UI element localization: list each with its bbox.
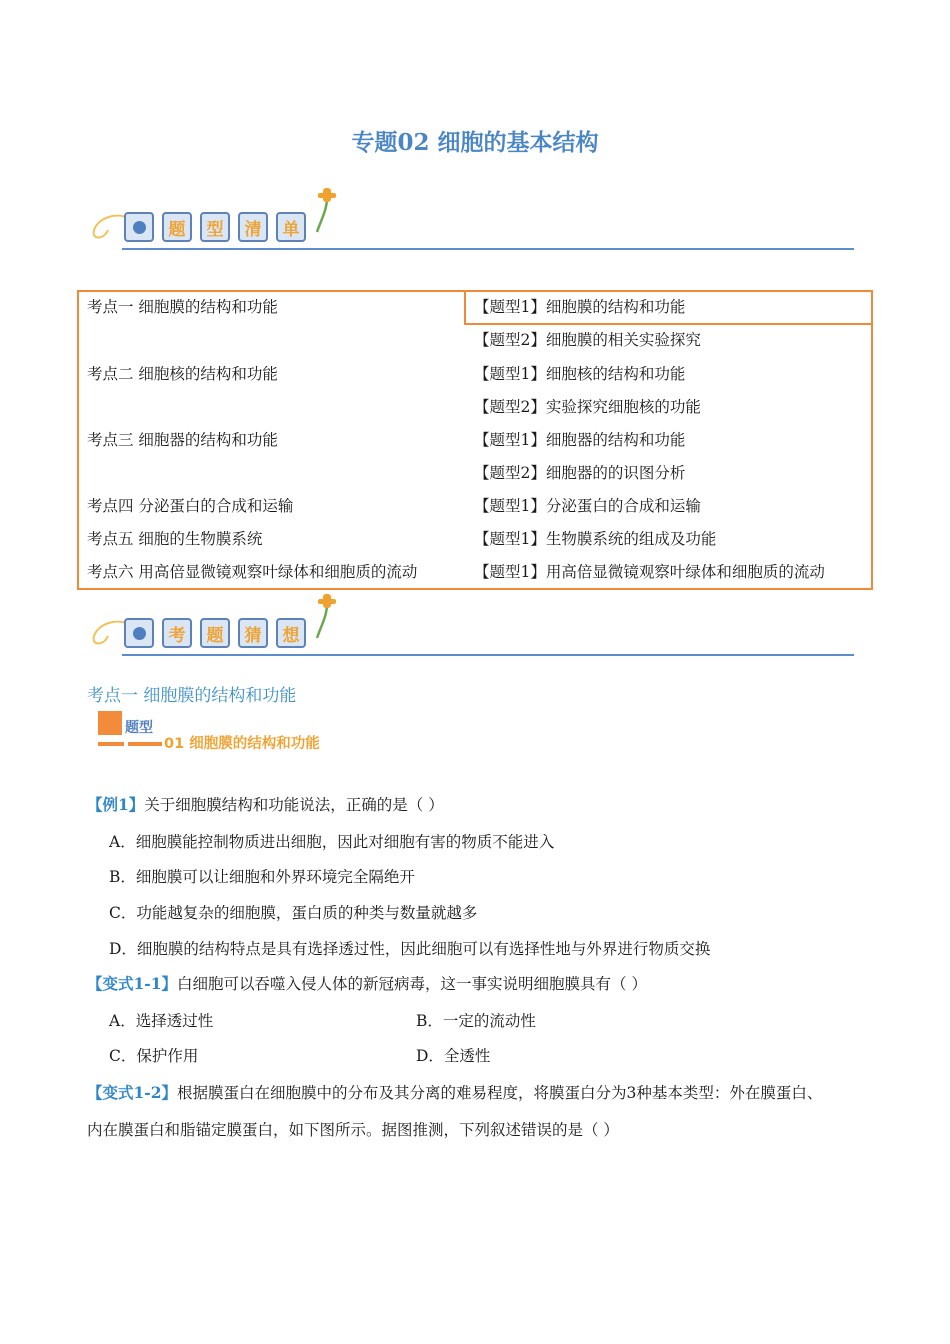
list-item-kaodian-6: 考点六 用高倍显微镜观察叶绿体和细胞质的流动: [87, 563, 418, 581]
section-banner-question-list: [88, 186, 868, 256]
list-item-tixing[interactable]: 【题型1】用高倍显微镜观察叶绿体和细胞质的流动: [474, 563, 825, 581]
list-item-kaodian-3: 考点三 细胞器的结构和功能: [87, 431, 278, 449]
list-item-tixing[interactable]: 【题型1】细胞器的结构和功能: [474, 431, 686, 449]
option-b: B．一定的流动性: [416, 1012, 536, 1030]
list-item-tixing[interactable]: 【题型1】细胞膜的结构和功能: [474, 298, 686, 316]
question-stem-line1: 根据膜蛋白在细胞膜中的分布及其分离的难易程度，将膜蛋白分为3种基本类型：外在膜蛋白、: [177, 1084, 823, 1102]
question-variant-1-2: [87, 1081, 877, 1103]
list-item-tixing[interactable]: 【题型2】细胞膜的相关实验探究: [474, 331, 701, 349]
list-item-kaodian-5: 考点五 细胞的生物膜系统: [87, 530, 263, 548]
tixing-badge-label: 题型: [125, 720, 153, 736]
question-variant-1-1: [87, 972, 647, 994]
banner-underline: [122, 248, 854, 250]
list-item-kaodian-1: 考点一 细胞膜的结构和功能: [87, 298, 278, 316]
list-item-tixing[interactable]: 【题型2】细胞器的的识图分析: [474, 464, 686, 482]
question-tag: 【变式1-2】: [87, 1083, 178, 1102]
option-c: C．功能越复杂的细胞膜，蛋白质的种类与数量就越多: [109, 904, 478, 922]
question-tag: 【例1】: [87, 795, 145, 814]
banner-char: 题: [200, 618, 230, 648]
question-stem: 关于细胞膜结构和功能说法，正确的是（ ）: [144, 796, 444, 814]
list-item-tixing[interactable]: 【题型1】生物膜系统的组成及功能: [474, 530, 717, 548]
option-c: C．保护作用: [109, 1047, 199, 1065]
banner-char: 单: [276, 212, 306, 242]
option-b: B．细胞膜可以让细胞和外界环境完全隔绝开: [109, 868, 415, 886]
list-item-tixing[interactable]: 【题型1】细胞核的结构和功能: [474, 365, 686, 383]
list-item-kaodian-4: 考点四 分泌蛋白的合成和运输: [87, 497, 294, 515]
question-tag: 【变式1-1】: [87, 974, 178, 993]
option-a: A．细胞膜能控制物质进出细胞，因此对细胞有害的物质不能进入: [109, 833, 555, 851]
option-d: D．细胞膜的结构特点是具有选择透过性，因此细胞可以有选择性地与外界进行物质交换: [109, 940, 711, 958]
kaodian-heading: 考点一 细胞膜的结构和功能: [87, 686, 297, 706]
question-stem-line2: 内在膜蛋白和脂锚定膜蛋白，如下图所示。据图推测，下列叙述错误的是（ ）: [87, 1121, 619, 1139]
flower-decoration-icon: [313, 592, 343, 640]
question-example-1: [87, 793, 444, 815]
list-item-kaodian-2: 考点二 细胞核的结构和功能: [87, 365, 278, 383]
bullet-dot-icon: [124, 212, 154, 242]
banner-char: 清: [238, 212, 268, 242]
option-d: D．全透性: [416, 1047, 491, 1065]
option-a: A．选择透过性: [109, 1012, 214, 1030]
banner-char: 考: [162, 618, 192, 648]
question-stem: 白细胞可以吞噬入侵人体的新冠病毒，这一事实说明细胞膜具有（ ）: [177, 975, 647, 993]
tixing-heading: 01 细胞膜的结构和功能: [164, 736, 320, 752]
page-title: 专题02 细胞的基本结构: [351, 129, 599, 156]
bullet-dot-icon: [124, 618, 154, 648]
banner-char: 型: [200, 212, 230, 242]
flower-decoration-icon: [313, 186, 343, 234]
banner-char: 猜: [238, 618, 268, 648]
list-item-tixing[interactable]: 【题型1】分泌蛋白的合成和运输: [474, 497, 701, 515]
banner-char: 想: [276, 618, 306, 648]
section-banner-exam-predictions: [88, 592, 868, 662]
tixing-badge-icon: [98, 711, 168, 751]
list-item-tixing[interactable]: 【题型2】实验探究细胞核的功能: [474, 398, 701, 416]
banner-underline: [122, 654, 854, 656]
banner-char: 题: [162, 212, 192, 242]
